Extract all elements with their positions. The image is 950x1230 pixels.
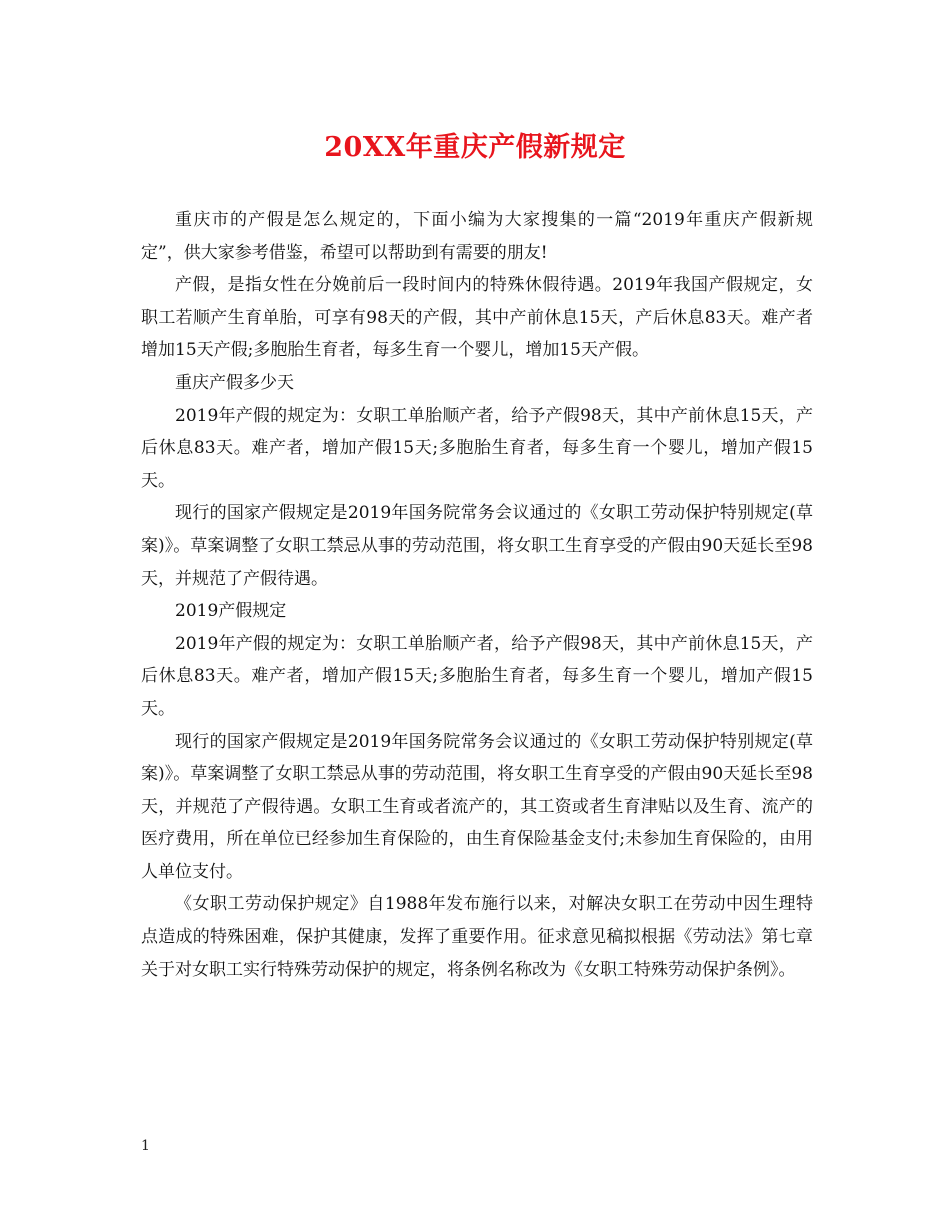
paragraph-national-1: 现行的国家产假规定是2019年国务院常务会议通过的《女职工劳动保护特别规定(草案)》。草案调整了女职工禁忌从事的劳动范围，将女职工生育享受的产假由90天延长至98天，并规范了产假待遇。 xyxy=(141,503,813,589)
paragraph-definition: 产假，是指女性在分娩前后一段时间内的特殊休假待遇。2019年我国产假规定，女职工若顺产生育单胎，可享有98天的产假，其中产前休息15天，产后休息83天。难产者增加15天产假;多胞胎生育者，每多生育一个婴儿，增加15天产假。 xyxy=(141,275,813,361)
subheading-2019-rules: 2019产假规定 xyxy=(175,601,287,622)
paragraph-intro: 重庆市的产假是怎么规定的，下面小编为大家搜集的一篇“2019年重庆产假新规定”，供大家参考借鉴，希望可以帮助到有需要的朋友! xyxy=(141,210,813,263)
document-title: 20XX年重庆产假新规定 xyxy=(324,132,626,163)
paragraph-rules-1: 2019年产假的规定为：女职工单胎顺产者，给予产假98天，其中产前休息15天，产后休息83天。难产者，增加产假15天;多胞胎生育者，每多生育一个婴儿，增加产假15天。 xyxy=(141,405,813,491)
paragraph-protection-regulation: 《女职工劳动保护规定》自1988年发布施行以来，对解决女职工在劳动中因生理特点造成的特殊困难，保护其健康，发挥了重要作用。征求意见稿拟根据《劳动法》第七章关于对女职工实行特殊劳动保护的规定，将条例名称改为《女职工特殊劳动保护条例》。 xyxy=(141,894,813,980)
subheading-chongqing-days: 重庆产假多少天 xyxy=(175,372,294,393)
document-body xyxy=(141,204,813,986)
page-number: 1 xyxy=(141,1138,150,1154)
paragraph-national-2: 现行的国家产假规定是2019年国务院常务会议通过的《女职工劳动保护特别规定(草案)》。草案调整了女职工禁忌从事的劳动范围，将女职工生育享受的产假由90天延长至98天，并规范了产假待遇。女职工生育或者流产的，其工资或者生育津贴以及生育、流产的医疗费用，所在单位已经参加生育保险的，由生育保险基金支付;未参加生育保险的，由用人单位支付。 xyxy=(141,731,813,882)
paragraph-rules-2: 2019年产假的规定为：女职工单胎顺产者，给予产假98天，其中产前休息15天，产后休息83天。难产者，增加产假15天;多胞胎生育者，每多生育一个婴儿，增加产假15天。 xyxy=(141,633,813,719)
